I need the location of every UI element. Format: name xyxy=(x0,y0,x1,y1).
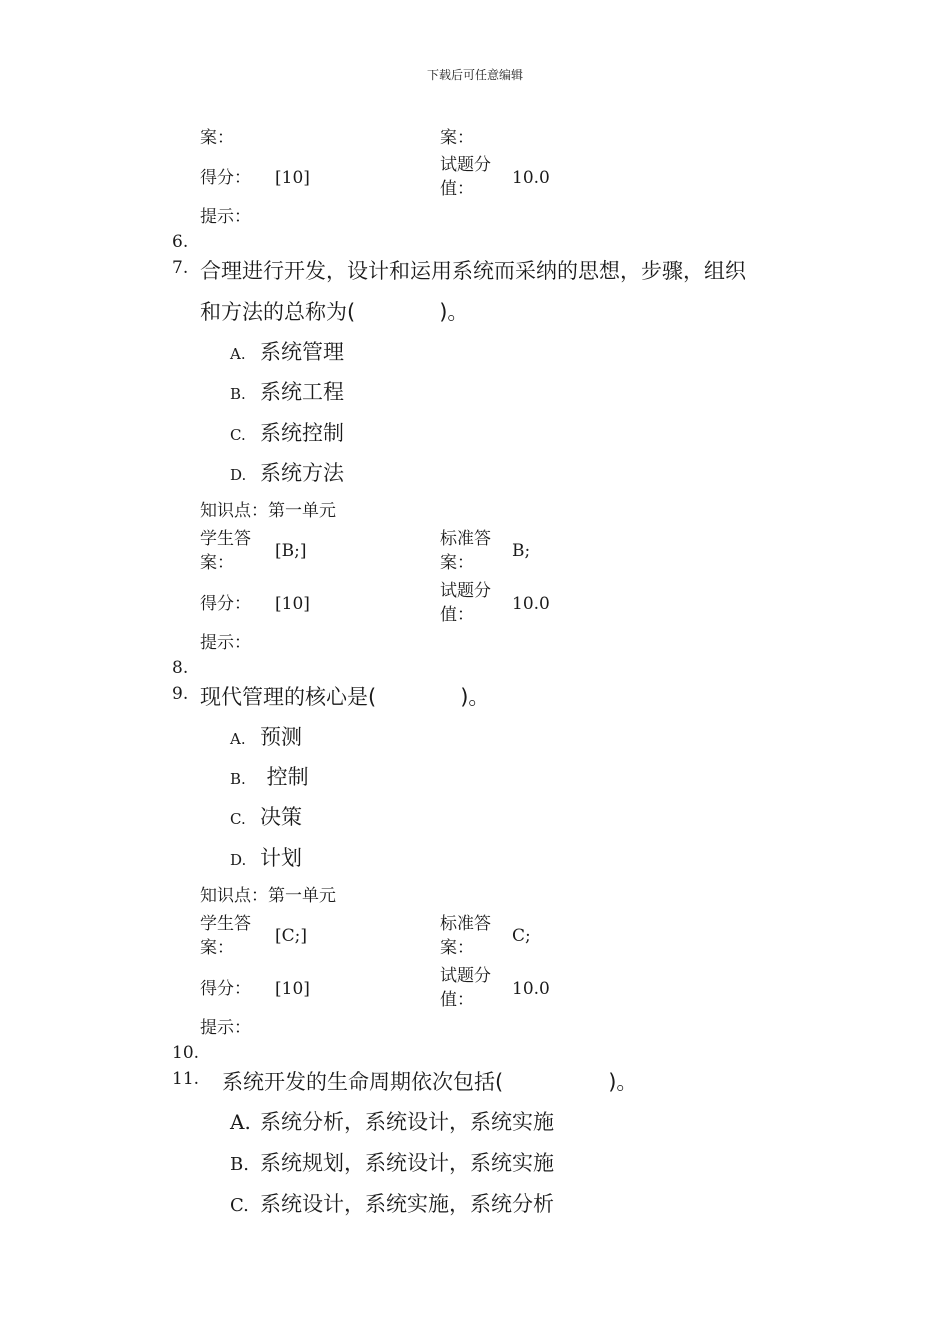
question-number: 7. xyxy=(172,258,189,278)
option-letter: D. xyxy=(230,851,247,869)
option-text: 系统管理 xyxy=(260,340,344,364)
value-number: 10.0 xyxy=(512,168,550,188)
option-letter: A. xyxy=(230,1110,251,1134)
student-answer: [B;] xyxy=(275,541,307,561)
answer-label-tail-left: 案： xyxy=(200,128,234,148)
question-number: 11. xyxy=(172,1069,200,1089)
option-text: 控制 xyxy=(260,765,309,789)
student-answer: [C;] xyxy=(275,926,307,946)
score-label: 得分： xyxy=(200,979,251,999)
option-text: 系统控制 xyxy=(260,421,344,445)
standard-answer: B; xyxy=(512,541,531,561)
option-letter: B. xyxy=(230,1154,249,1175)
question-text: 和方法的总称为( )。 xyxy=(200,300,469,324)
page-header: 下载后可任意编辑 xyxy=(426,68,523,82)
option-letter: D. xyxy=(230,466,247,484)
knowledge-point: 知识点：第一单元 xyxy=(200,886,336,906)
option-c xyxy=(230,1188,554,1218)
option-text: 系统规划，系统设计，系统实施 xyxy=(260,1151,554,1175)
option-text: 系统设计，系统实施，系统分析 xyxy=(260,1192,554,1216)
option-text: 决策 xyxy=(260,805,302,829)
option-c xyxy=(230,417,344,447)
option-b xyxy=(230,761,309,791)
student-answer-label: 学生答案： xyxy=(200,529,251,573)
option-letter: C. xyxy=(230,810,246,828)
option-a xyxy=(230,721,302,751)
option-text: 系统方法 xyxy=(260,461,344,485)
score-value: [10] xyxy=(275,594,310,614)
option-b xyxy=(230,376,344,406)
question-text: 合理进行开发，设计和运用系统而采纳的思想，步骤，组织 xyxy=(200,259,746,283)
option-text: 计划 xyxy=(260,846,302,870)
option-letter: A. xyxy=(230,730,246,748)
option-text: 系统分析，系统设计，系统实施 xyxy=(260,1110,554,1134)
option-a xyxy=(230,336,344,366)
option-text: 系统工程 xyxy=(260,380,344,404)
question-text: 系统开发的生命周期依次包括( )。 xyxy=(222,1070,638,1094)
option-text: 预测 xyxy=(260,725,302,749)
option-c xyxy=(230,801,302,831)
option-a xyxy=(230,1106,554,1136)
value-label: 试题分值： xyxy=(440,966,491,1010)
option-b xyxy=(230,1147,554,1177)
standard-answer: C; xyxy=(512,926,531,946)
question-text: 现代管理的核心是( )。 xyxy=(200,685,490,709)
score-value: [10] xyxy=(275,979,310,999)
standard-answer-label: 标准答案： xyxy=(440,529,491,573)
option-letter: C. xyxy=(230,1195,249,1216)
option-d xyxy=(230,842,302,872)
score-label: 得分： xyxy=(200,168,251,188)
option-letter: B. xyxy=(230,385,246,403)
option-letter: A. xyxy=(230,345,246,363)
value-number: 10.0 xyxy=(512,594,550,614)
question-number: 10. xyxy=(172,1043,200,1063)
standard-answer-label: 标准答案： xyxy=(440,914,491,958)
value-label: 试题分值： xyxy=(440,581,491,625)
score-label: 得分： xyxy=(200,594,251,614)
option-d xyxy=(230,457,344,487)
hint-label: 提示： xyxy=(200,1018,251,1038)
hint-label: 提示： xyxy=(200,207,251,227)
question-number: 6. xyxy=(172,232,189,252)
option-letter: B. xyxy=(230,770,246,788)
option-letter: C. xyxy=(230,426,246,444)
question-number: 8. xyxy=(172,658,189,678)
value-label: 试题分值： xyxy=(440,155,491,199)
value-number: 10.0 xyxy=(512,979,550,999)
hint-label: 提示： xyxy=(200,633,251,653)
score-value: [10] xyxy=(275,168,310,188)
knowledge-point: 知识点：第一单元 xyxy=(200,501,336,521)
answer-label-tail-right: 案： xyxy=(440,128,474,148)
question-number: 9. xyxy=(172,684,189,704)
student-answer-label: 学生答案： xyxy=(200,914,251,958)
